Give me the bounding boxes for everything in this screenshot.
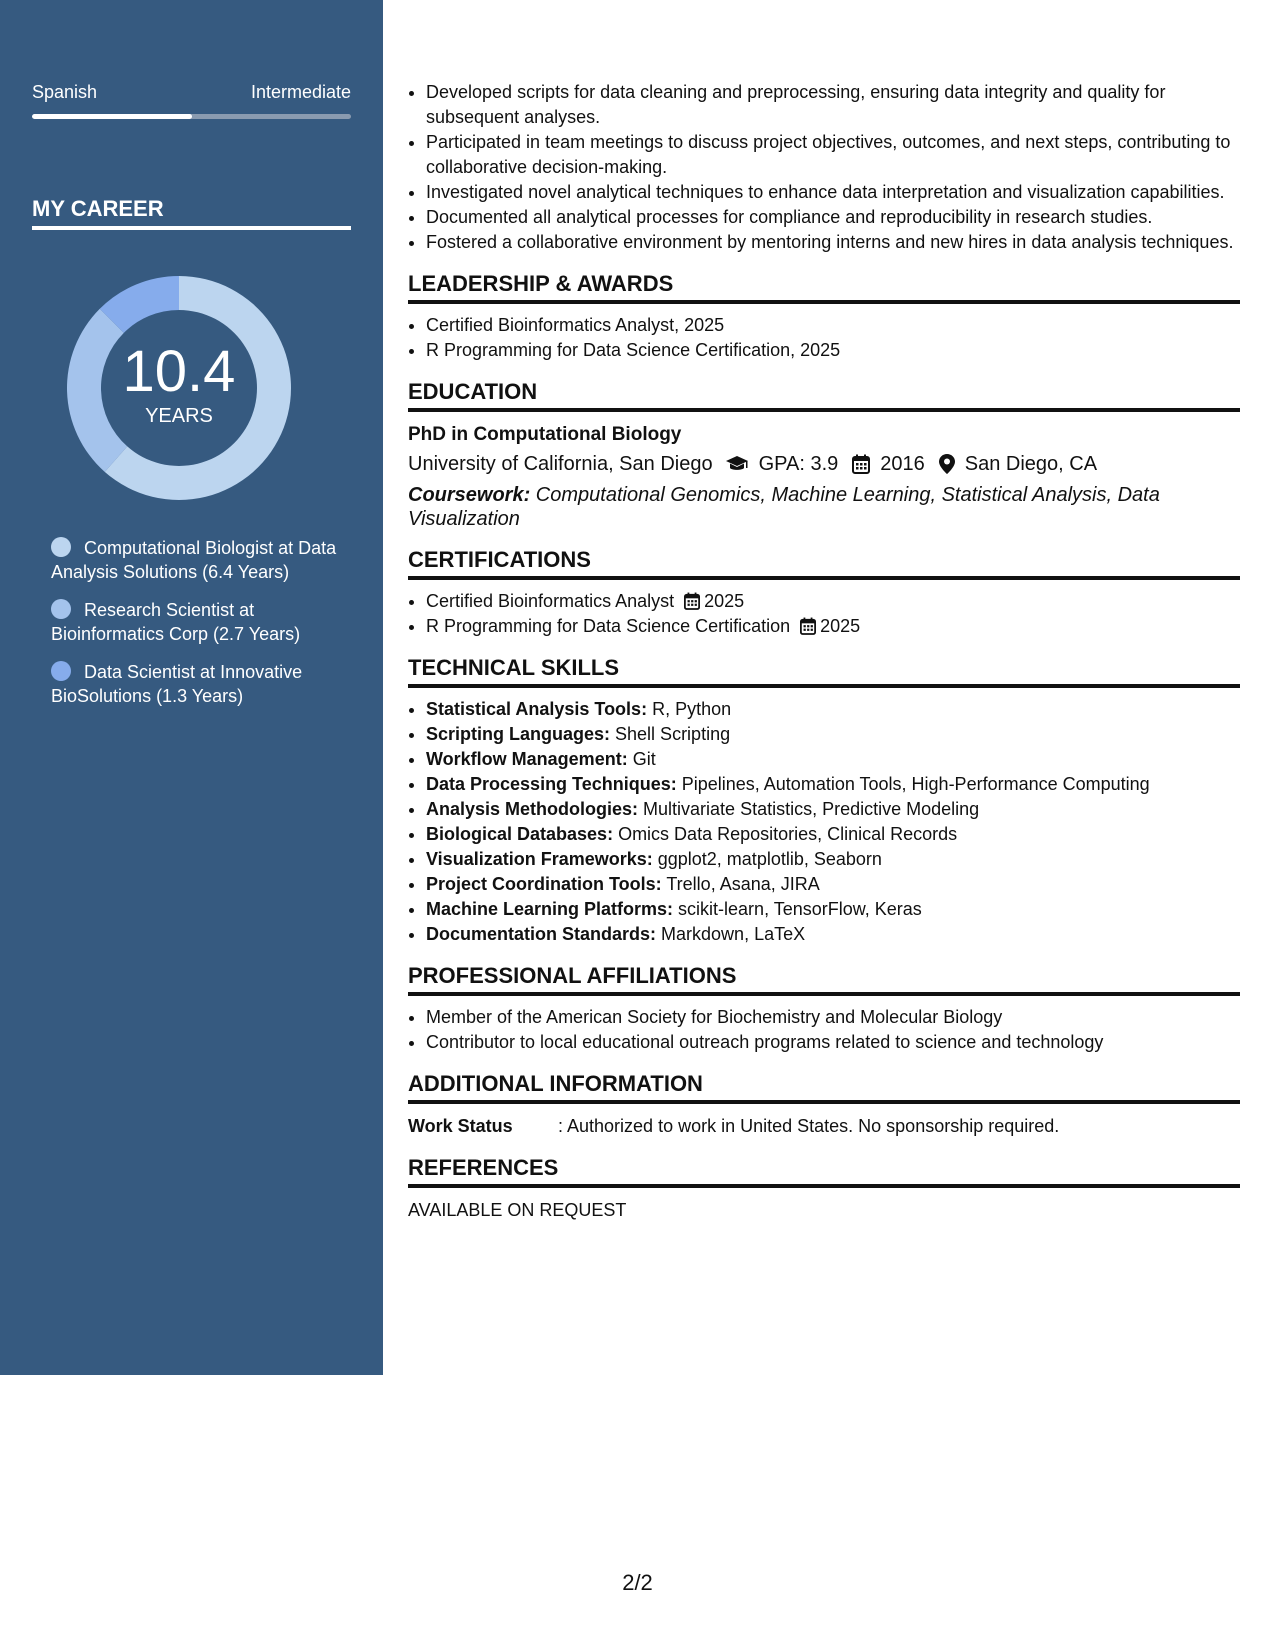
leadership-heading: LEADERSHIP & AWARDS xyxy=(408,271,1240,304)
legend-dot xyxy=(51,661,71,681)
career-legend-label: Computational Biologist at Data Analysis Solutions (6.4 Years) xyxy=(51,538,337,582)
career-legend-label: Research Scientist at Bioinformatics Corp (2.7 Years) xyxy=(51,600,301,644)
skill-label: Data Processing Techniques: xyxy=(426,774,677,794)
language-level: Intermediate xyxy=(250,82,351,102)
map-pin-icon xyxy=(939,454,955,474)
affiliations-heading: PROFESSIONAL AFFILIATIONS xyxy=(408,963,1240,996)
skill-value: Markdown, LaTeX xyxy=(656,924,806,944)
skill-item xyxy=(426,897,1240,922)
career-legend-item xyxy=(51,536,341,584)
affiliations-list xyxy=(408,1005,1240,1055)
skill-label: Statistical Analysis Tools: xyxy=(426,699,648,719)
career-total xyxy=(66,275,292,501)
references-heading: REFERENCES xyxy=(408,1155,1240,1188)
coursework-list: Computational Genomics, Machine Learning, Statistical Analysis, Data Visualization xyxy=(408,484,1160,530)
legend-dot xyxy=(51,537,71,557)
skill-label: Machine Learning Platforms: xyxy=(426,899,674,919)
career-legend xyxy=(51,536,341,722)
work-status-row xyxy=(408,1113,1240,1139)
school-name: University of California, San Diego xyxy=(408,453,713,475)
skill-item xyxy=(426,922,1240,947)
education-details xyxy=(408,449,1240,479)
skill-item xyxy=(426,747,1240,772)
experience-bullet: • Participated in team meetings to discuss project objectives, outcomes, and next steps, contributing to collaborative decision-making. xyxy=(426,130,1240,180)
skill-value: R, Python xyxy=(647,699,732,719)
language-name: Spanish xyxy=(32,82,98,102)
certifications-list xyxy=(408,589,1240,639)
skill-item xyxy=(426,722,1240,747)
career-legend-label: Data Scientist at Innovative BioSolutions (1.3 Years) xyxy=(51,662,303,706)
certification-name: R Programming for Data Science Certification xyxy=(426,616,791,636)
language-proficiency-fill xyxy=(32,114,192,119)
degree-title: PhD in Computational Biology xyxy=(408,424,682,445)
certifications-heading: CERTIFICATIONS xyxy=(408,547,1240,580)
language-row xyxy=(32,82,351,103)
main-content xyxy=(408,80,1240,1223)
career-heading: MY CAREER xyxy=(32,196,351,230)
experience-bullet: • Documented all analytical processes for compliance and reproducibility in research studies. xyxy=(426,205,1240,230)
affiliation-item: • Contributor to local educational outreach programs related to science and technology xyxy=(426,1030,1240,1055)
graduation-year: 2016 xyxy=(880,453,925,475)
skill-value: Pipelines, Automation Tools, High-Performance Computing xyxy=(676,774,1150,794)
work-status-label: Work Status xyxy=(408,1116,513,1136)
skill-item xyxy=(426,822,1240,847)
career-total-value: 10.4 xyxy=(122,338,236,404)
skill-item xyxy=(426,697,1240,722)
experience-bullets xyxy=(408,80,1240,255)
skill-label: Visualization Frameworks: xyxy=(426,849,653,869)
page-number: 2/2 xyxy=(622,1570,653,1595)
education-heading: EDUCATION xyxy=(408,379,1240,412)
calendar-icon xyxy=(800,617,816,635)
career-total-unit: YEARS xyxy=(145,404,213,427)
coursework xyxy=(408,483,1240,531)
language-proficiency-bar xyxy=(32,114,351,119)
legend-dot xyxy=(51,599,71,619)
career-legend-item xyxy=(51,598,341,646)
skill-item xyxy=(426,772,1240,797)
work-status-value: : Authorized to work in United States. No sponsorship required. xyxy=(558,1116,1060,1136)
leadership-item: • R Programming for Data Science Certification, 2025 xyxy=(426,338,1240,363)
certification-name: Certified Bioinformatics Analyst xyxy=(426,591,675,611)
skill-value: Omics Data Repositories, Clinical Records xyxy=(613,824,958,844)
skills-list xyxy=(408,697,1240,947)
skills-heading: TECHNICAL SKILLS xyxy=(408,655,1240,688)
references-text: AVAILABLE ON REQUEST xyxy=(408,1200,627,1220)
skill-item xyxy=(426,847,1240,872)
leadership-item: • Certified Bioinformatics Analyst, 2025 xyxy=(426,313,1240,338)
skill-value: Shell Scripting xyxy=(610,724,731,744)
graduation-cap-icon xyxy=(725,455,749,473)
coursework-label: Coursework: xyxy=(408,484,531,506)
certification-year: 2025 xyxy=(820,616,861,636)
gpa: GPA: 3.9 xyxy=(758,453,839,475)
skill-value: Trello, Asana, JIRA xyxy=(661,874,820,894)
skill-value: scikit-learn, TensorFlow, Keras xyxy=(673,899,922,919)
career-legend-item xyxy=(51,660,341,708)
skill-value: ggplot2, matplotlib, Seaborn xyxy=(652,849,882,869)
certification-year: 2025 xyxy=(704,591,745,611)
skill-label: Documentation Standards: xyxy=(426,924,657,944)
school-location: San Diego, CA xyxy=(964,453,1098,475)
experience-bullet: • Developed scripts for data cleaning and preprocessing, ensuring data integrity and quality for subsequent analyses. xyxy=(426,80,1240,130)
skill-value: Git xyxy=(627,749,656,769)
experience-bullet: • Investigated novel analytical techniques to enhance data interpretation and visualization capabilities. xyxy=(426,180,1240,205)
skill-label: Biological Databases: xyxy=(426,824,614,844)
skill-value: Multivariate Statistics, Predictive Modeling xyxy=(638,799,980,819)
additional-info-heading: ADDITIONAL INFORMATION xyxy=(408,1071,1240,1104)
skill-label: Project Coordination Tools: xyxy=(426,874,662,894)
skill-label: Scripting Languages: xyxy=(426,724,611,744)
skill-label: Analysis Methodologies: xyxy=(426,799,639,819)
calendar-icon xyxy=(852,454,870,474)
certification-item xyxy=(426,589,1240,614)
sidebar xyxy=(0,0,383,1375)
experience-bullet: • Fostered a collaborative environment by mentoring interns and new hires in data analysis techniques. xyxy=(426,230,1240,255)
calendar-icon xyxy=(684,592,700,610)
skill-label: Workflow Management: xyxy=(426,749,628,769)
skill-item xyxy=(426,872,1240,897)
affiliation-item: • Member of the American Society for Biochemistry and Molecular Biology xyxy=(426,1005,1240,1030)
certification-item xyxy=(426,614,1240,639)
skill-item xyxy=(426,797,1240,822)
leadership-list xyxy=(408,313,1240,363)
